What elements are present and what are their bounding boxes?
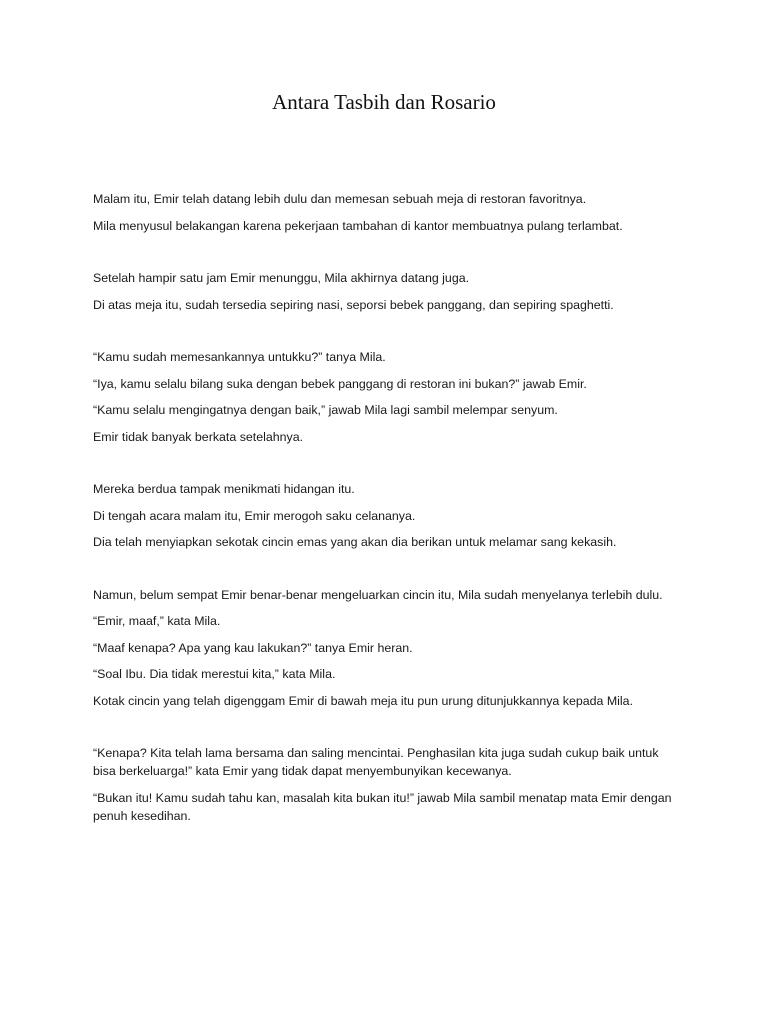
section-gap [93, 560, 683, 586]
paragraph: “Iya, kamu selalu bilang suka dengan bebek panggang di restoran ini bukan?” jawab Emir. [93, 376, 587, 391]
section-gap [93, 243, 683, 269]
paragraph: “Emir, maaf,” kata Mila. [93, 614, 221, 628]
paragraph: Mila menyusul belakangan karena pekerjaan tambahan di kantor membuatnya pulang terlambat. [93, 218, 623, 233]
paragraph: Emir tidak banyak berkata setelahnya. [93, 429, 304, 444]
paragraph: Di tengah acara malam itu, Emir merogoh saku celananya. [93, 508, 416, 523]
paragraph: Di atas meja itu, sudah tersedia sepiring nasi, seporsi bebek panggang, dan sepiring spaghetti. [93, 297, 614, 312]
paragraph: Namun, belum sempat Emir benar-benar mengeluarkan cincin itu, Mila sudah menyelanya terlebih dulu. [93, 587, 663, 602]
paragraph: Malam itu, Emir telah datang lebih dulu dan memesan sebuah meja di restoran favoritnya. [93, 192, 587, 206]
paragraph: “Soal Ibu. Dia tidak merestui kita,” kata Mila. [93, 667, 336, 681]
story-body [93, 190, 683, 833]
section-gap [93, 322, 683, 348]
document-title: Antara Tasbih dan Rosario [272, 90, 496, 114]
paragraph: “Kamu selalu mengingatnya dengan baik,” jawab Mila lagi sambil melempar senyum. [93, 403, 558, 417]
paragraph: “Maaf kenapa? Apa yang kau lakukan?” tanya Emir heran. [93, 640, 413, 655]
paragraph: “Bukan itu! Kamu sudah tahu kan, masalah kita bukan itu!” jawab Mila sambil menatap mata Emir dengan penuh kesedihan. [93, 790, 672, 823]
paragraph: Dia telah menyiapkan sekotak cincin emas yang akan dia berikan untuk melamar sang kekasih. [93, 535, 617, 549]
section-gap [93, 454, 683, 480]
paragraph: Setelah hampir satu jam Emir menunggu, Mila akhirnya datang juga. [93, 271, 470, 285]
section-gap [93, 718, 683, 744]
paragraph: “Kamu sudah memesankannya untukku?” tanya Mila. [93, 350, 386, 364]
paragraph: Mereka berdua tampak menikmati hidangan itu. [93, 482, 355, 496]
paragraph: Kotak cincin yang telah digenggam Emir di bawah meja itu pun urung ditunjukkannya kepada Mila. [93, 693, 634, 708]
paragraph: “Kenapa? Kita telah lama bersama dan saling mencintai. Penghasilan kita juga sudah cukup baik untuk bisa berkeluarga!” kata Emir yang tidak dapat menyembunyikan kecewanya. [93, 746, 659, 778]
